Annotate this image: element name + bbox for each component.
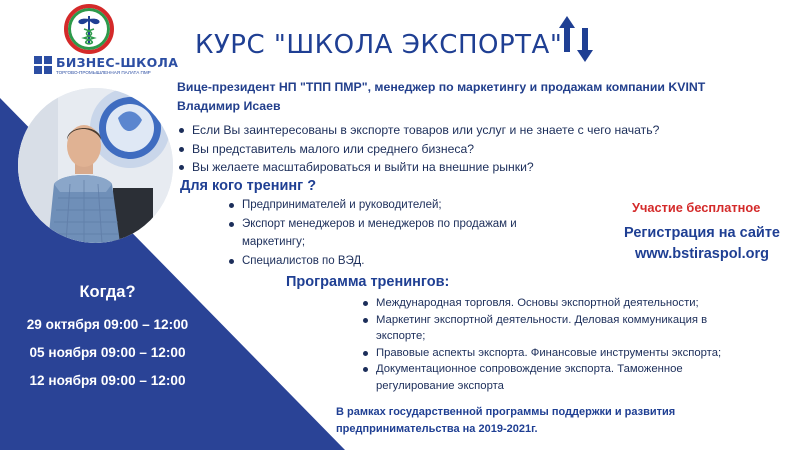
registration-block	[612, 223, 792, 265]
list-item-continuation: маркетингу;	[242, 236, 306, 248]
list-item	[362, 361, 721, 394]
list-item-continuation: регулирование экспорта	[376, 379, 504, 392]
list-item: Если Вы заинтересованы в экспорте товаров или услуг и не знаете с чего начать?	[178, 121, 659, 140]
program-list	[362, 295, 721, 394]
schedule-date: 29 октября 09:00 – 12:00	[26, 317, 189, 332]
logo-emblem	[64, 4, 114, 54]
list-item-text: Экспорт менеджеров и менеджеров по продажам и	[242, 217, 517, 230]
list-item	[228, 196, 517, 215]
grid-logo-icon	[34, 56, 52, 74]
registration-website-link[interactable]: www.bstiraspol.org	[634, 246, 769, 262]
footer-line: предпринимательства на 2019-2021г.	[336, 422, 538, 435]
schedule-heading: Когда?	[79, 283, 136, 301]
page-title: КУРС "ШКОЛА ЭКСПОРТА"	[195, 30, 563, 60]
audience-list	[228, 196, 517, 270]
schedule-date: 05 ноября 09:00 – 12:00	[29, 345, 186, 360]
list-item-text: Правовые аспекты экспорта. Финансовые инструменты экспорта;	[376, 346, 722, 359]
speaker-position: Вице-президент НП "ТПП ПМР", менеджер по маркетингу и продажам компании KVINT	[177, 80, 706, 94]
caduceus-icon	[68, 8, 110, 50]
business-school-logo	[30, 4, 179, 78]
list-item	[228, 252, 517, 271]
speaker-info	[177, 78, 705, 116]
schedule-date: 12 ноября 09:00 – 12:00	[29, 373, 186, 388]
questions-list	[178, 121, 659, 177]
footer-note	[336, 404, 675, 437]
list-item-text: Документационное сопровождение экспорта. Таможенное	[376, 363, 683, 375]
footer-line: В рамках государственной программы поддержки и развития	[336, 406, 676, 418]
registration-label: Регистрация на сайте	[624, 225, 780, 241]
list-item-text: Специалистов по ВЭД.	[242, 254, 365, 267]
list-item-text: Международная торговля. Основы экспортной деятельности;	[376, 297, 699, 309]
list-item	[228, 215, 517, 252]
person-photo	[18, 88, 173, 243]
audience-heading: Для кого тренинг ?	[180, 178, 317, 194]
logo-subtitle: ТОРГОВО-ПРОМЫШЛЕННАЯ ПАЛАТА ПМР	[56, 70, 151, 75]
free-participation: Участие бесплатное	[632, 200, 761, 215]
list-item-continuation: экспорте;	[376, 330, 426, 342]
list-item-text: Предпринимателей и руководителей;	[242, 199, 442, 211]
list-item: Вы желаете масштабироваться и выйти на внешние рынки?	[178, 158, 659, 177]
speaker-name: Владимир Исаев	[177, 99, 281, 113]
list-item-text: Маркетинг экспортной деятельности. Деловая коммуникация в	[376, 313, 708, 326]
list-item	[362, 312, 721, 345]
speaker-photo	[18, 88, 173, 243]
list-item: Вы представитель малого или среднего бизнеса?	[178, 140, 659, 159]
list-item	[362, 295, 721, 312]
list-item	[362, 345, 721, 362]
program-heading: Программа тренингов:	[286, 274, 450, 290]
up-down-arrows-icon	[556, 14, 596, 66]
logo-name: БИЗНЕС-ШКОЛА	[56, 55, 179, 70]
